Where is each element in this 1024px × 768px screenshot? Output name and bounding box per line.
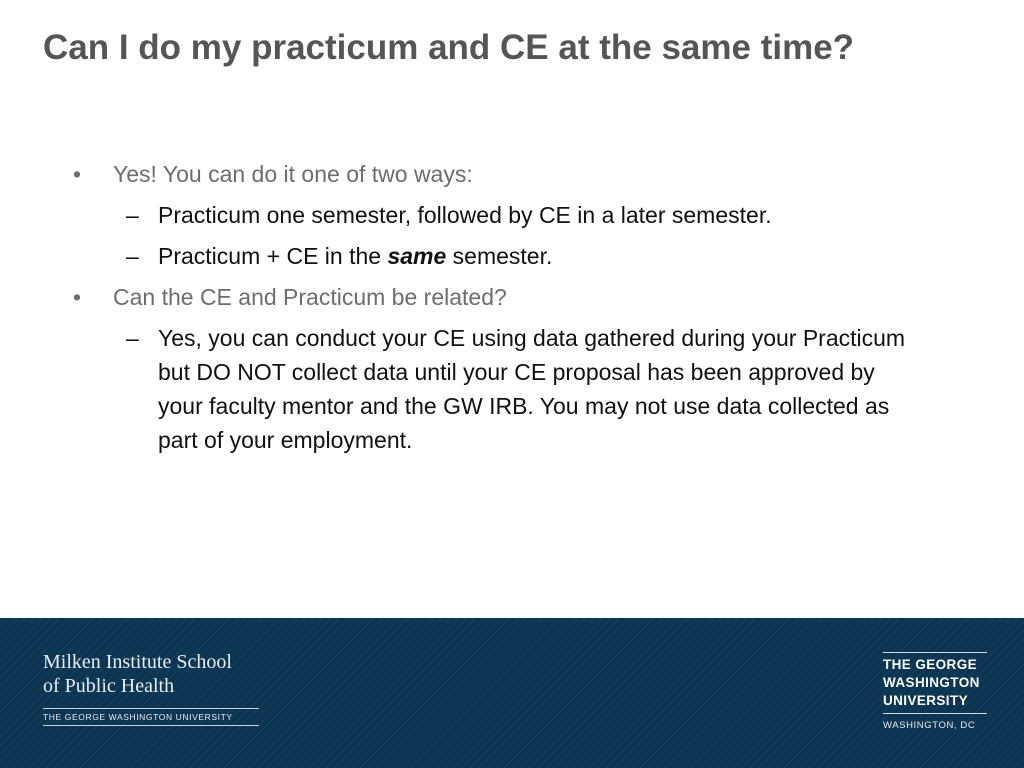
footer-band — [0, 618, 1024, 768]
school-name-line1: Milken Institute School — [43, 651, 232, 673]
bullet-text: Can the CE and Practicum be related? — [113, 284, 507, 310]
gw-logo-location: WASHINGTON, DC — [883, 720, 976, 731]
bullet-marker: • — [73, 284, 82, 310]
sub-bullet-text: Practicum one semester, followed by CE in a later semester. — [158, 202, 772, 228]
school-name-line2: of Public Health — [43, 675, 175, 697]
bullet-item — [0, 157, 1024, 191]
sub-bullet-text-before: Practicum + CE in the — [158, 243, 388, 269]
sub-bullet-marker: – — [126, 325, 139, 351]
gw-logo-line1: THE GEORGE — [883, 657, 978, 672]
sub-bullet-text-after: semester. — [446, 243, 553, 269]
bullet-list — [0, 157, 1024, 464]
bullet-text: Yes! You can do it one of two ways: — [113, 161, 473, 187]
bullet-item — [0, 280, 1024, 314]
sub-bullet-item — [0, 321, 918, 457]
milken-school-logo — [43, 650, 263, 726]
sub-bullet-emphasis: same — [387, 243, 447, 269]
bullet-marker: • — [73, 161, 82, 187]
sub-bullet-marker: – — [126, 243, 139, 269]
school-logo-subtitle: THE GEORGE WASHINGTON UNIVERSITY — [43, 712, 259, 726]
gw-university-logo — [883, 652, 987, 731]
gw-logo-name — [883, 653, 987, 713]
sub-bullet-item — [0, 198, 918, 232]
slide-title: Can I do my practicum and CE at the same time? — [43, 28, 855, 67]
school-logo-divider — [43, 708, 259, 709]
gw-logo-bottom-rule — [883, 713, 987, 714]
sub-bullet-text: Yes, you can conduct your CE using data gathered during your Practicum but DO NOT collect data until your CE proposal has been approved by your faculty mentor and the GW IRB. You may not use data collected as part of your employment. — [158, 325, 906, 453]
sub-bullet-item — [0, 239, 918, 273]
gw-logo-line3: UNIVERSITY — [883, 693, 969, 708]
gw-logo-line2: WASHINGTON — [883, 675, 980, 690]
sub-bullet-marker: – — [126, 202, 139, 228]
